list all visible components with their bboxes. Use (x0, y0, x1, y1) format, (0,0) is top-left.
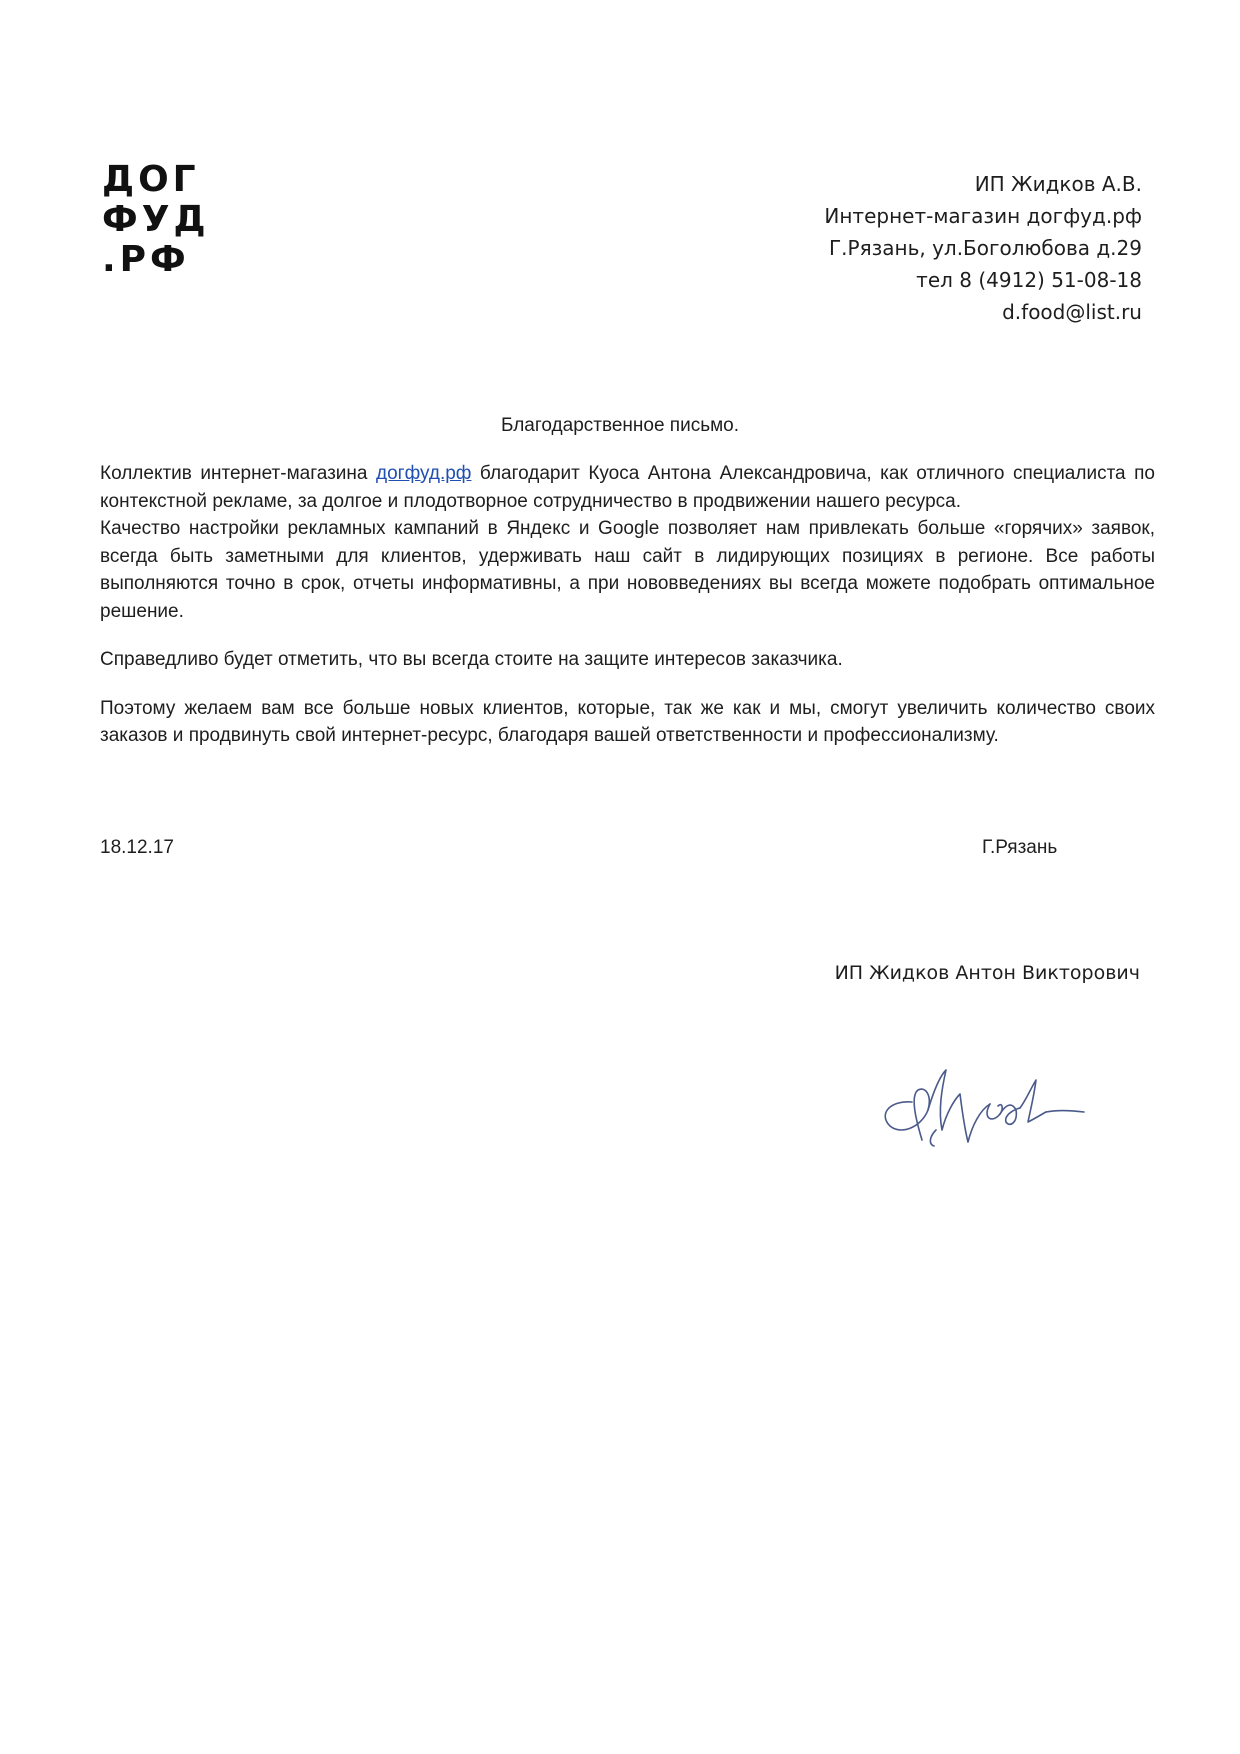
logo-line-1: ДОГ (102, 159, 200, 200)
letter-city: Г.Рязань (982, 837, 1058, 858)
logo-line-2: ФУД (102, 199, 210, 240)
sender-email: d.food@list.ru (1002, 300, 1142, 324)
paragraph-1 (100, 460, 1155, 515)
sender-address: Г.Рязань, ул.Боголюбова д.29 (828, 236, 1142, 260)
sender-shop: Интернет-магазин догфуд.рф (824, 204, 1142, 228)
shop-link[interactable]: догфуд.рф (375, 463, 472, 484)
logo-line-3: .РФ (102, 239, 190, 280)
sender-phone: тел 8 (4912) 51-08-18 (916, 268, 1142, 292)
company-logo (102, 160, 212, 292)
letter-title: Благодарственное письмо. (500, 415, 740, 436)
sender-company: ИП Жидков А.В. (974, 172, 1142, 196)
letter-body (100, 460, 1155, 750)
paragraph-3: Справедливо будет отметить, что вы всегда стоите на защите интересов заказчика. (100, 649, 843, 670)
letter-date: 18.12.17 (100, 837, 174, 858)
sender-details (622, 168, 1142, 328)
signatory-name: ИП Жидков Антон Викторович (834, 962, 1140, 984)
paragraph-1-end: благодарит Куоса Антона Александровича, как отличного специалиста по контекстной рекламе, за долгое и плодотворное сотрудничество в продвижении нашего ресурса. (100, 463, 1155, 512)
handwritten-signature (870, 1030, 1110, 1170)
paragraph-2: Качество настройки рекламных кампаний в Яндекс и Google позволяет нам привлекать больше «горячих» заявок, всегда быть заметными для клиентов, удерживать наш сайт в лидирующих позициях в регионе. Все работы выполняются точно в срок, отчеты информативны, а при нововведениях вы всегда можете подобрать оптимальное решение. (100, 518, 1155, 622)
paragraph-4: Поэтому желаем вам все больше новых клиентов, которые, так же как и мы, смогут увеличить количество своих заказов и продвинуть свой интернет-ресурс, благодаря вашей ответственности и профессионализму. (100, 697, 1155, 746)
paragraph-1-start: Коллектив интернет-магазина (100, 463, 376, 484)
